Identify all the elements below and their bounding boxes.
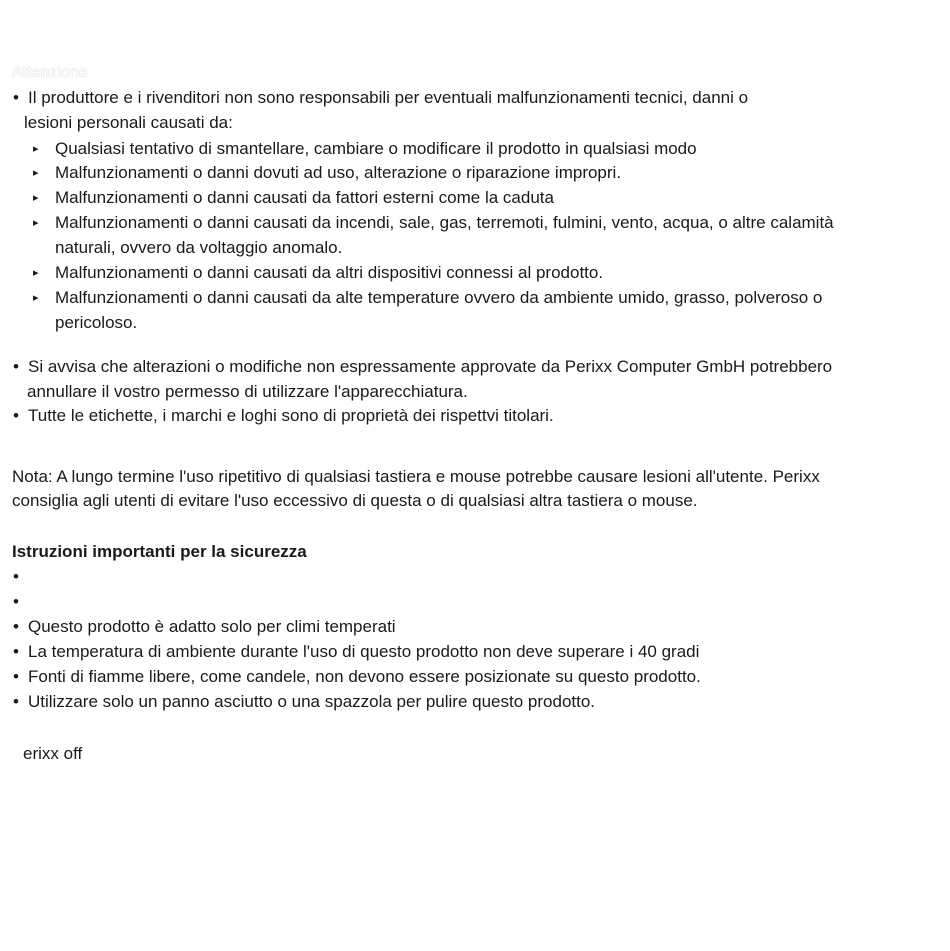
safety-bullet: • [13,667,19,686]
note-line1: Nota: A lungo termine l'uso ripetitivo di qualsiasi tastiera e mouse potrebbe causare lesioni all'utente. Perixx [12,467,820,486]
liability-sub-item: Malfunzionamenti o danni dovuti ad uso, alterazione o riparazione impropri. [55,163,622,182]
attention-heading: Attenzione [12,64,88,81]
safety-bullet: • [13,567,19,586]
alteration-bullet: • [13,357,19,376]
sub-item-arrow-icon: ▸ [33,292,39,304]
liability-bullet: • [13,88,19,107]
safety-item: La temperatura di ambiente durante l'uso di questo prodotto non deve superare i 40 gradi [28,642,700,661]
liability-sub-item-continued: pericoloso. [55,313,138,332]
liability-sub-item: Malfunzionamenti o danni causati da alte temperature ovvero da ambiente umido, grasso, polveroso o [55,288,823,307]
liability-sub-item: Malfunzionamenti o danni causati da fattori esterni come la caduta [55,188,554,207]
liability-sub-item: Malfunzionamenti o danni causati da incendi, sale, gas, terremoti, fulmini, vento, acqua, o altre calamità [55,213,834,232]
safety-bullet: • [13,592,19,611]
sub-item-arrow-icon: ▸ [33,192,39,204]
sub-item-arrow-icon: ▸ [33,267,39,279]
alteration-notice-line2: annullare il vostro permesso di utilizzare l'apparecchiatura. [27,382,468,401]
note-line2: consiglia agli utenti di evitare l'uso eccessivo di questa o di qualsiasi altra tastiera o mouse. [12,491,698,510]
liability-sub-item-continued: naturali, ovvero da voltaggio anomalo. [55,238,343,257]
trademarks-notice: Tutte le etichette, i marchi e loghi sono di proprietà dei rispettvi titolari. [28,406,554,425]
safety-item: Fonti di fiamme libere, come candele, non devono essere posizionate su questo prodotto. [28,667,701,686]
sub-item-arrow-icon: ▸ [33,143,39,155]
trademarks-bullet: • [13,406,19,425]
liability-text-line1: Il produttore e i rivenditori non sono responsabili per eventuali malfunzionamenti tecnici, danni o [28,88,749,107]
safety-title: Istruzioni importanti per la sicurezza [12,542,307,561]
sub-item-arrow-icon: ▸ [33,167,39,179]
safety-item: Questo prodotto è adatto solo per climi temperati [28,617,396,636]
liability-sub-item: Malfunzionamenti o danni causati da altri dispositivi connessi al prodotto. [55,263,604,282]
liability-text-line2: lesioni personali causati da: [24,113,233,132]
sub-item-arrow-icon: ▸ [33,217,39,229]
trailing-text: erixx off [23,744,83,763]
safety-item: Utilizzare solo un panno asciutto o una spazzola per pulire questo prodotto. [28,692,596,711]
safety-bullet: • [13,617,19,636]
safety-bullet: • [13,642,19,661]
alteration-notice-line1: Si avvisa che alterazioni o modifiche non espressamente approvate da Perixx Computer GmbH potrebbero [28,357,833,376]
liability-sub-item: Qualsiasi tentativo di smantellare, cambiare o modificare il prodotto in qualsiasi modo [55,139,697,158]
safety-bullet: • [13,692,19,711]
